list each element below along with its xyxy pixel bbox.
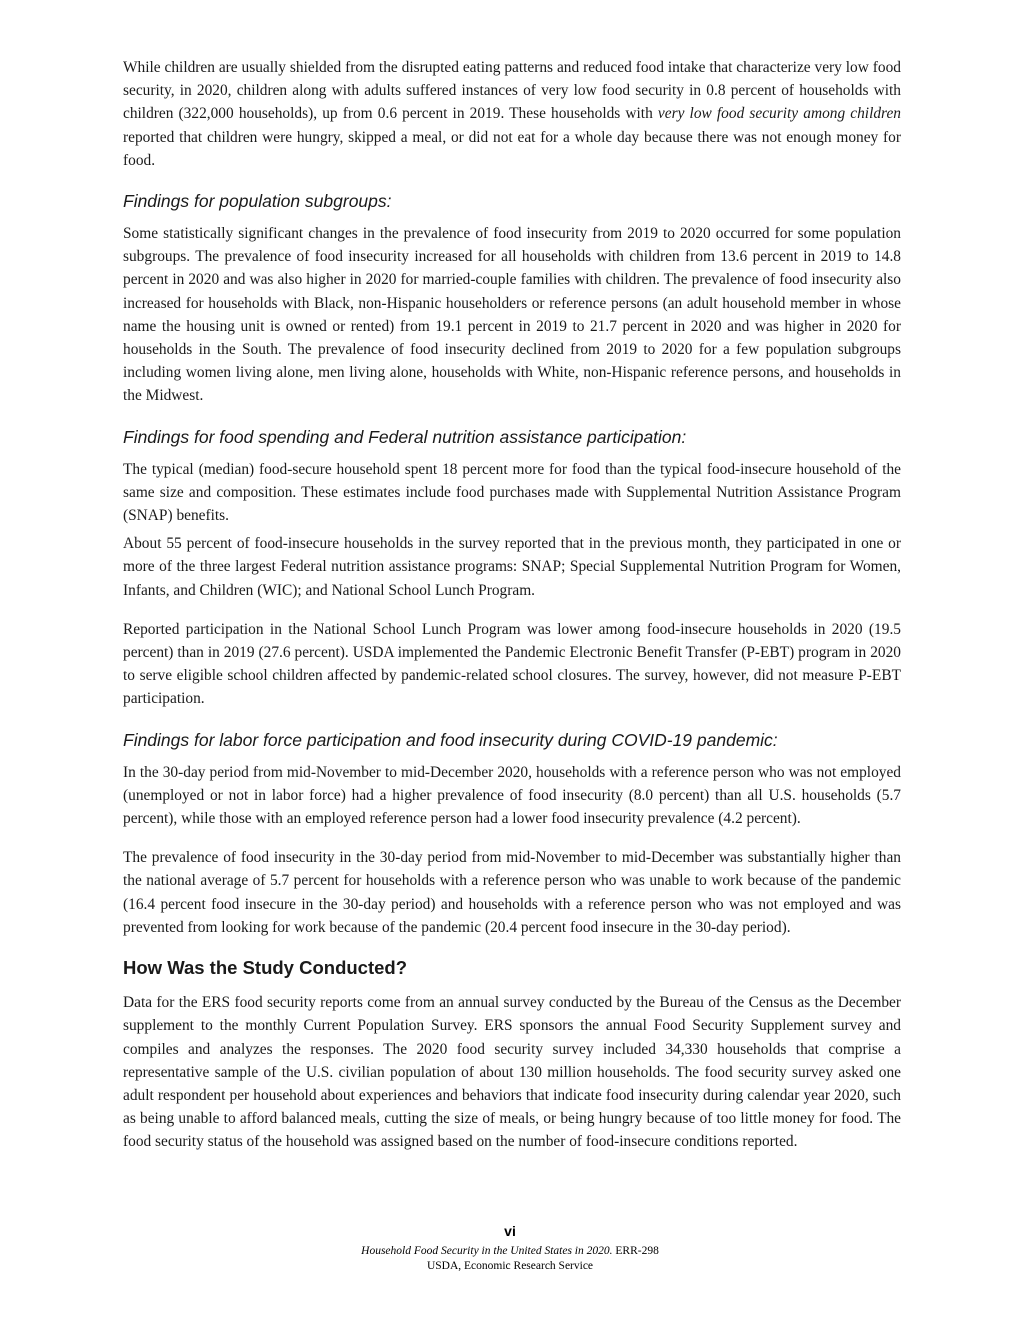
study-paragraph: Data for the ERS food security reports come from an annual survey conducted by the Bureau of the Census as the December supplement to the monthly Current Population Survey. ERS sponsors the annual Food Security Supplement survey and compiles and analyzes the responses. The 2020 food security survey included 34,330 households that comprise a representative sample of the U.S. civilian population of about 130 million households. The food security survey asked one adult respondent per household about experiences and behaviors that indicate food insecurity during calendar year 2020, such as being unable to afford balanced meals, cutting the size of meals, or being hungry because of too little money for food. The food security status of the household was assigned based on the number of food-insecure conditions reported.: [123, 994, 901, 1151]
intro-paragraph: [123, 56, 901, 172]
spending-paragraph-2: About 55 percent of food-insecure households in the survey reported that in the previous month, they participated in one or more of the three largest Federal nutrition assistance programs: SNAP; Special Supplemental Nutrition Program for Women, Infants, and Children (WIC); and National School Lunch Program.: [123, 535, 901, 599]
publisher: USDA, Economic Research Service: [426, 1260, 594, 1272]
page-number: vi: [504, 1223, 516, 1239]
intro-text-before-emphasis: While children are usually shielded from the disrupted eating patterns and reduced food intake that characterize very low food security, in 2020, children along with adults suffered instances of very low food security in 0.8 percent of households with children (322,000 households), up from 0.6 percent in 2019. These households with: [123, 59, 901, 123]
labor-paragraph-2: The prevalence of food insecurity in the 30-day period from mid-November to mid-December was substantially higher than the national average of 5.7 percent for households with a reference person who was unable to work because of the pandemic (16.4 percent food insecure in the 30-day period) and households with a reference person who was not employed and was prevented from looking for work because of the pandemic (20.4 percent food insecure in the 30-day period).: [123, 849, 901, 936]
report-citation: [0, 1244, 1020, 1259]
intro-emphasis: very low food security among children: [657, 105, 901, 123]
spending-paragraph-3: Reported participation in the National School Lunch Program was lower among food-insecure households in 2020 (19.5 percent) than in 2019 (27.6 percent). USDA implemented the Pandemic Electronic Benefit Transfer (P-EBT) program in 2020 to serve eligible school children affected by pandemic-related school closures. The survey, however, did not measure P-EBT participation.: [123, 620, 901, 708]
spending-heading: Findings for food spending and Federal nutrition assistance participation:: [123, 426, 687, 447]
study-heading: How Was the Study Conducted?: [123, 957, 408, 979]
labor-paragraph-1: In the 30-day period from mid-November to mid-December 2020, households with a reference person who was not employed (unemployed or not in labor force) had a higher prevalence of food insecurity (8.0 percent) than all U.S. households (5.7 percent), while those with an employed reference person had a lower food insecurity prevalence (4.2 percent).: [123, 763, 901, 828]
report-title: Household Food Security in the United States in 2020.: [361, 1245, 613, 1257]
labor-heading: Findings for labor force participation and food insecurity during COVID-19 pandemic:: [123, 729, 778, 750]
report-page-body: [123, 56, 901, 1154]
subgroups-heading: Findings for population subgroups:: [123, 191, 392, 212]
page-footer: [0, 1222, 1020, 1274]
subgroups-paragraph: Some statistically significant changes in the prevalence of food insecurity from 2019 to 2020 occurred for some population subgroups. The prevalence of food insecurity increased for all households with children from 13.6 percent in 2019 to 14.8 percent in 2020 and was also higher in 2020 for married-couple families with children. The prevalence of food insecurity also increased for households with Black, non-Hispanic householders or reference persons (an adult household member in whose name the housing unit is owned or rented) from 19.1 percent in 2019 to 21.7 percent in 2020 and was higher in 2020 for households in the South. The prevalence of food insecurity declined from 2019 to 2020 for a few population subgroups including women living alone, men living alone, households with White, non-Hispanic reference persons, and households in the Midwest.: [123, 225, 901, 405]
spending-paragraph-1: The typical (median) food-secure household spent 18 percent more for food than the typical food-insecure household of the same size and composition. These estimates include food purchases made with Supplemental Nutrition Assistance Program (SNAP) benefits.: [123, 460, 901, 525]
intro-text-after-emphasis: reported that children were hungry, skipped a meal, or did not eat for a whole day because there was not enough money for food.: [123, 128, 901, 169]
report-id: ERR-298: [612, 1245, 659, 1257]
